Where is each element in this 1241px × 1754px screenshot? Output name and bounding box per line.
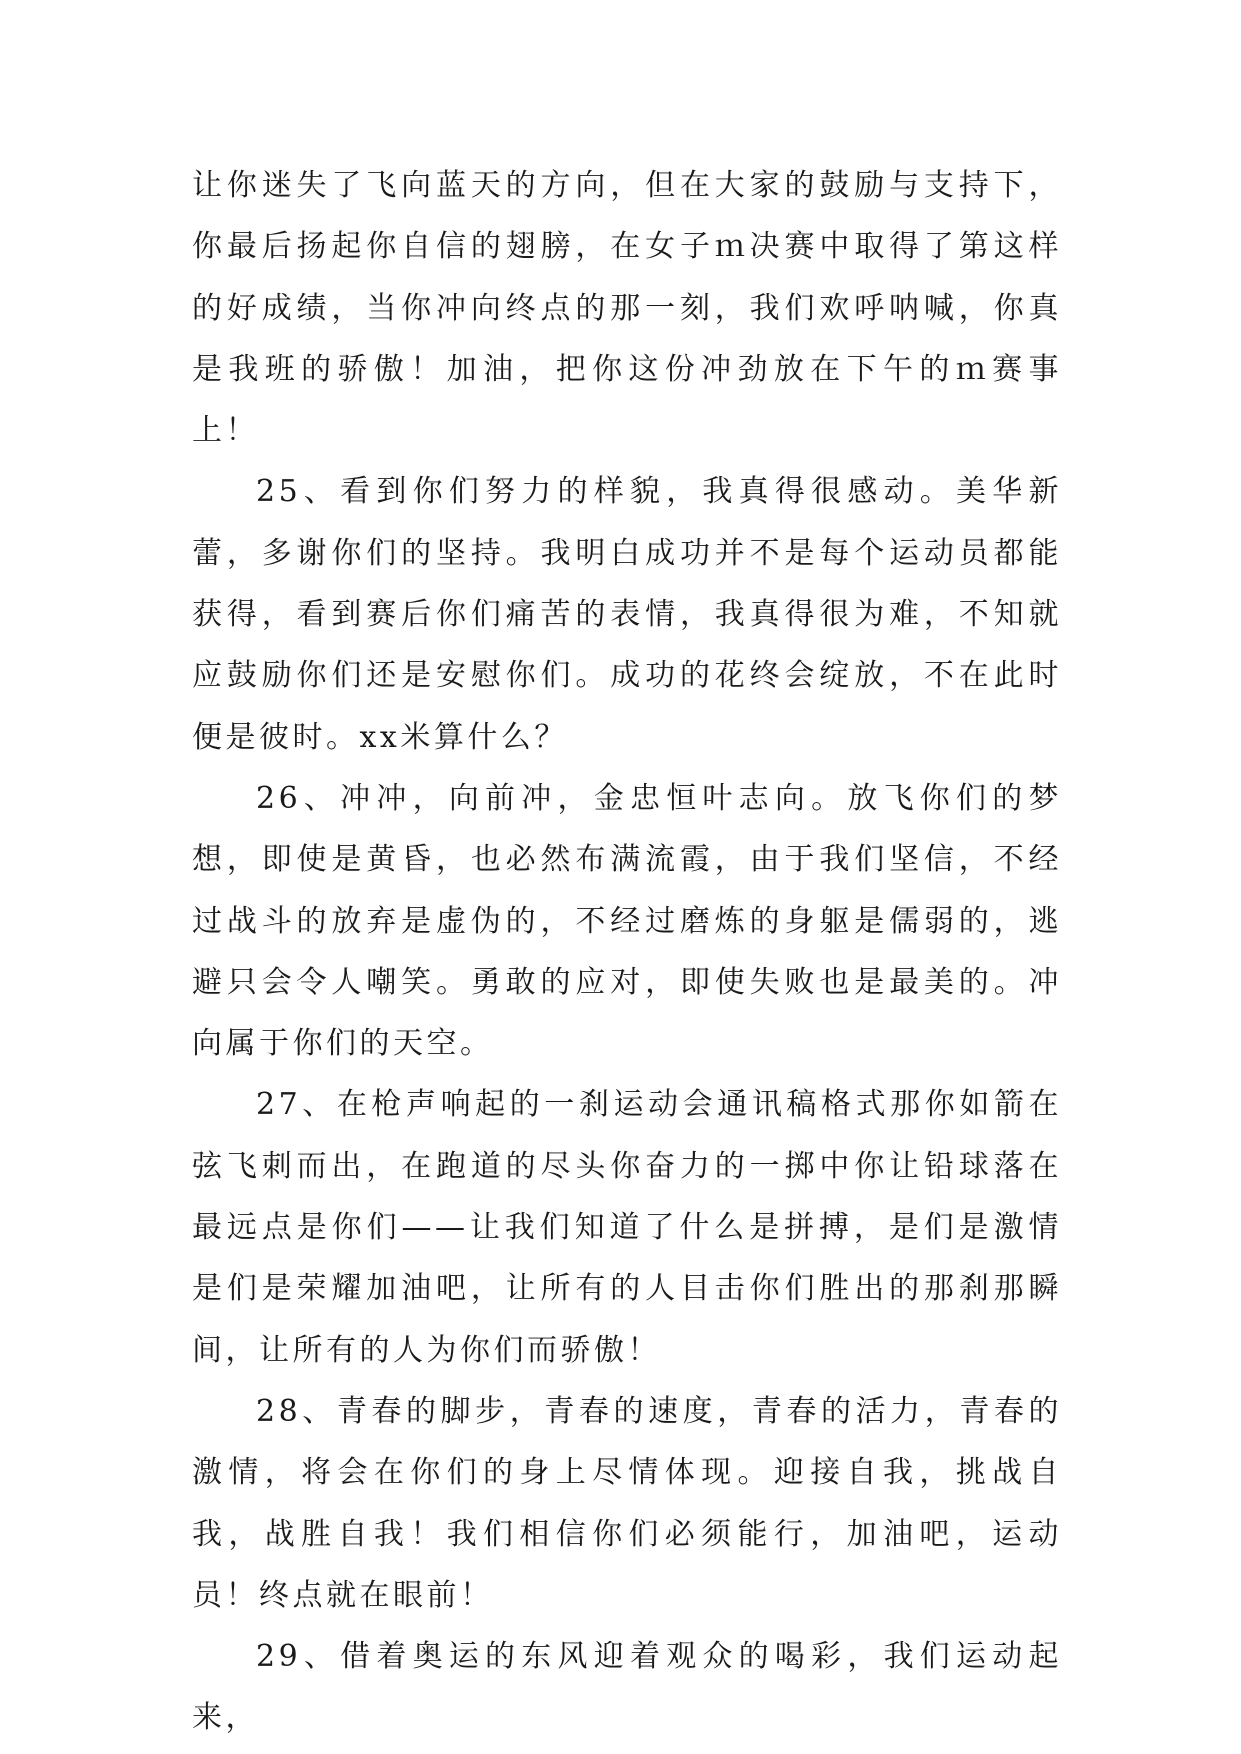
paragraph: 25、看到你们努力的样貌，我真得很感动。美华新蕾，多谢你们的坚持。我明白成功并不是每个运动员都能获得，看到赛后你们痛苦的表情，我真得很为难，不知就应鼓励你们还是安慰你们。成功的花终会绽放，不在此时便是彼时。xx米算什么？ — [192, 474, 1062, 755]
paragraph: 27、在枪声响起的一刹运动会通讯稿格式那你如箭在弦飞刺而出，在跑道的尽头你奋力的一掷中你让铅球落在最远点是你们——让我们知道了什么是拼搏，是们是激情是们是荣耀加油吧，让所有的人目击你们胜出的那刹那瞬间，让所有的人为你们而骄傲！ — [192, 1087, 1062, 1368]
document-page — [192, 155, 1062, 1749]
paragraph: 26、冲冲，向前冲，金忠恒叶志向。放飞你们的梦想，即使是黄昏，也必然布满流霞，由于我们坚信，不经过战斗的放弃是虚伪的，不经过磨炼的身躯是儒弱的，逃避只会令人嘲笑。勇敢的应对，即使失败也是最美的。冲向属于你们的天空。 — [192, 780, 1062, 1062]
paragraph: 让你迷失了飞向蓝天的方向，但在大家的鼓励与支持下，你最后扬起你自信的翅膀，在女子ｍ决赛中取得了第这样的好成绩，当你冲向终点的那一刻，我们欢呼呐喊，你真是我班的骄傲！加油，把你这份冲劲放在下午的ｍ赛事上！ — [192, 168, 1062, 449]
paragraph: 29、借着奥运的东风迎着观众的喝彩，我们运动起来， — [192, 1639, 1062, 1736]
paragraph: 28、青春的脚步，青春的速度，青春的活力，青春的激情，将会在你们的身上尽情体现。迎接自我，挑战自我，战胜自我！我们相信你们必须能行，加油吧，运动员！终点就在眼前！ — [192, 1393, 1062, 1613]
